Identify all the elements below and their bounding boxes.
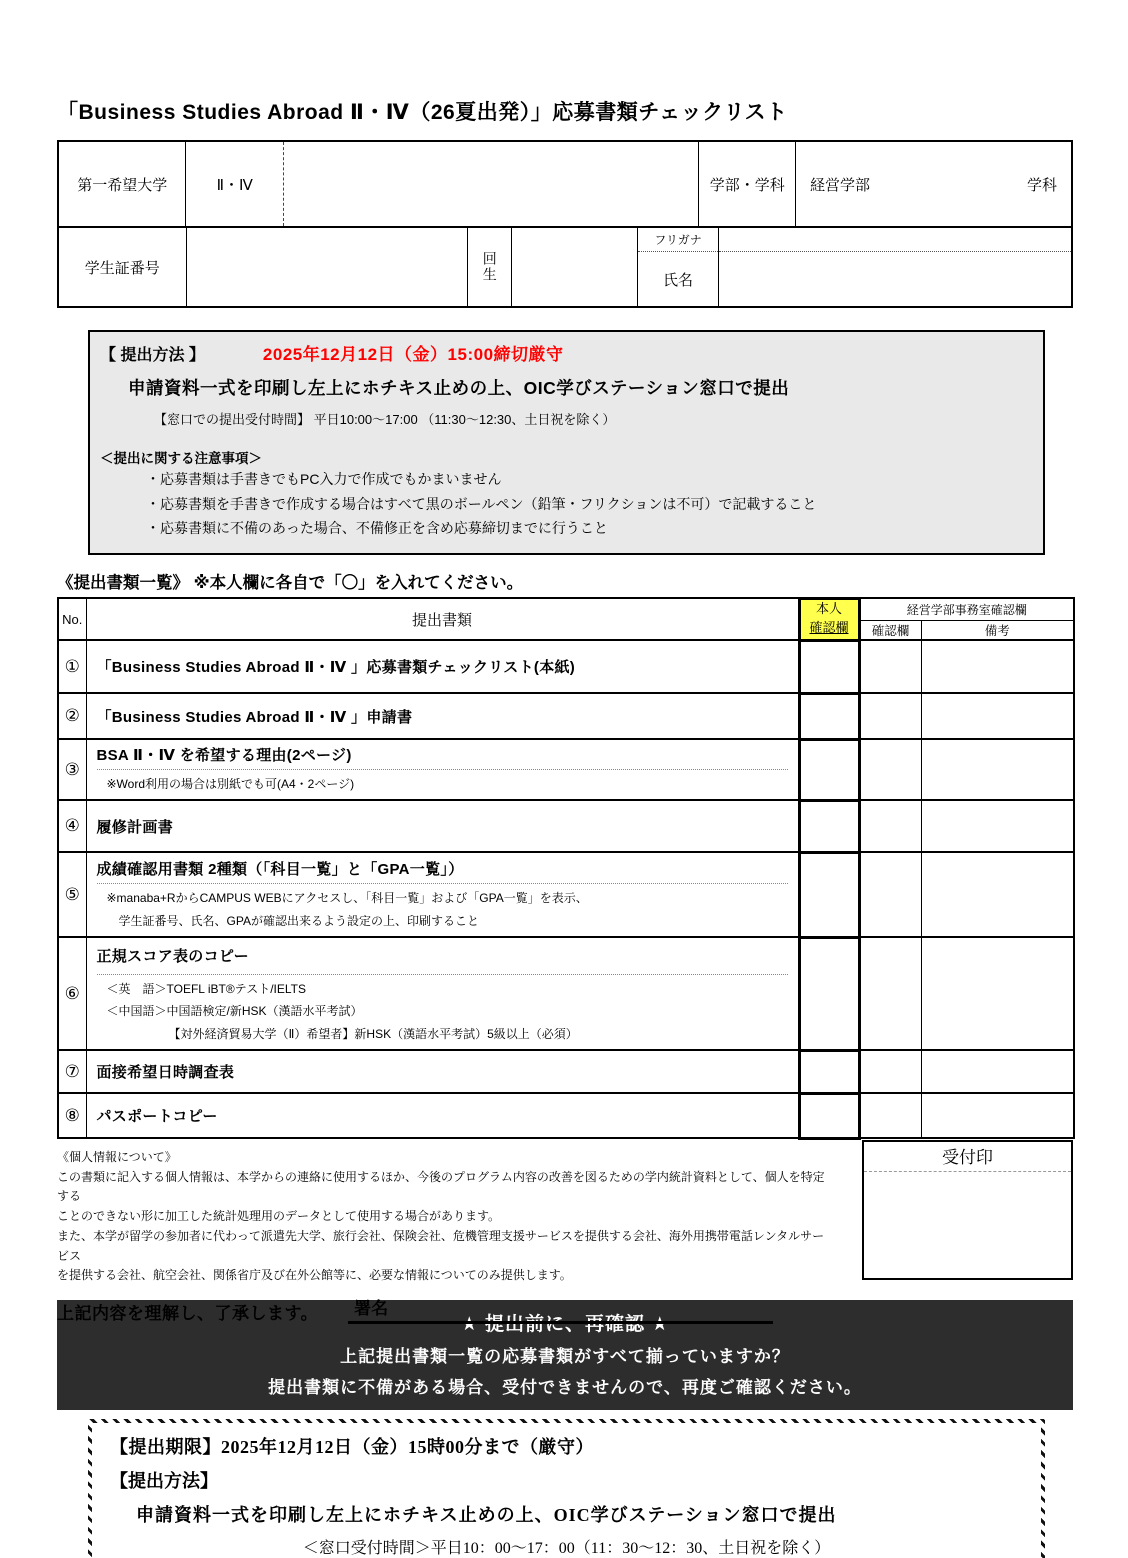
privacy-line: ことのできない形に加工した統計処理用のデータとして使用する場合があります。 bbox=[57, 1209, 501, 1224]
grade-label bbox=[468, 228, 512, 306]
document-note: ＜英 語＞TOEFL iBT®テスト/IELTS bbox=[106, 981, 306, 996]
remarks-cell bbox=[921, 852, 1074, 937]
banner-warning: 提出書類に不備がある場合、受付できませんので、再度ご確認ください。 bbox=[268, 1377, 862, 1397]
document-title: 「Business Studies Abroad Ⅱ・Ⅳ 」応募書類チェックリスト(本紙) bbox=[96, 659, 576, 676]
signature-field[interactable] bbox=[348, 1294, 773, 1324]
self-check-cell[interactable] bbox=[799, 852, 859, 937]
document-title: 正規スコア表のコピー bbox=[96, 948, 249, 966]
reception-stamp-label: 受付印 bbox=[864, 1142, 1071, 1172]
submission-notes-heading: ＜提出に関する注意事項＞ bbox=[100, 451, 262, 466]
submission-instruction: 申請資料一式を印刷し左上にホチキス止めの上、OIC学びステーション窓口で提出 bbox=[128, 378, 790, 398]
row-number: ⑥ bbox=[58, 937, 86, 1050]
document-notes bbox=[97, 974, 788, 1049]
document-title: BSA Ⅱ・Ⅳ を希望する理由(2ページ) bbox=[96, 747, 352, 765]
column-remarks: 備考 bbox=[921, 620, 1074, 640]
name-label-cell bbox=[638, 228, 720, 306]
self-check-label-line1: 本人 bbox=[815, 601, 842, 617]
deadline-text: 2025年12月12日（金）15:00締切厳守 bbox=[262, 345, 564, 364]
method-box-header bbox=[100, 340, 1033, 365]
document-title: 成績確認用書類 2種類（「科目一覧」と「GPA一覧」） bbox=[96, 860, 464, 878]
method-heading: 【 提出方法 】 bbox=[100, 347, 205, 364]
self-check-label-line2: 確認欄 bbox=[809, 620, 849, 635]
privacy-heading: 《個人情報について》 bbox=[57, 1149, 177, 1164]
document-cell bbox=[86, 739, 799, 800]
remarks-cell bbox=[921, 640, 1074, 693]
footer-deadline-content bbox=[92, 1423, 1041, 1558]
footer-method: 申請資料一式を印刷し左上にホチキス止めの上、OIC学びステーション窓口で提出 bbox=[136, 1504, 837, 1525]
checklist-table bbox=[57, 597, 1075, 1140]
university-name-field[interactable] bbox=[284, 142, 699, 226]
checklist-row-4 bbox=[58, 800, 1074, 852]
document-cell bbox=[86, 1093, 799, 1138]
column-no: No. bbox=[58, 598, 86, 640]
name-label: 氏名 bbox=[663, 271, 694, 289]
self-check-cell[interactable] bbox=[799, 937, 859, 1050]
checklist-row-6 bbox=[58, 937, 1074, 1050]
document-cell bbox=[86, 937, 799, 1050]
page-title: 「Business Studies Abroad Ⅱ・Ⅳ（26夏出発）」応募書類チェックリスト bbox=[57, 101, 788, 124]
remarks-cell bbox=[921, 937, 1074, 1050]
row-number: ⑦ bbox=[58, 1050, 86, 1093]
agreement-row bbox=[57, 1294, 1073, 1324]
row-number: ⑧ bbox=[58, 1093, 86, 1138]
row-number: ⑤ bbox=[58, 852, 86, 937]
banner-question: 上記提出書類一覧の応募書類がすべて揃っていますか？ bbox=[340, 1346, 790, 1366]
column-document: 提出書類 bbox=[86, 598, 799, 640]
document-cell bbox=[86, 640, 799, 693]
first-choice-university-label: 第一希望大学 bbox=[59, 142, 186, 226]
document-cell bbox=[86, 693, 799, 739]
office-check-cell bbox=[859, 640, 921, 693]
document-note: ※manaba+RからCAMPUS WEBにアクセスし、「科目一覧」および「GPA一覧」を表示、 bbox=[106, 891, 588, 906]
banner-title: ★ 提出前に、再確認 ★ bbox=[460, 1313, 670, 1335]
document-title: 面接希望日時調査表 bbox=[96, 1064, 235, 1081]
footer-method-heading: 【提出方法】 bbox=[110, 1470, 218, 1491]
office-check-cell bbox=[859, 693, 921, 739]
grade-label-text: 回生 bbox=[481, 251, 498, 283]
column-office-check: 確認欄 bbox=[859, 620, 921, 640]
program-level-value: Ⅱ・Ⅳ bbox=[186, 142, 284, 226]
document-cell bbox=[86, 852, 799, 937]
row-number: ③ bbox=[58, 739, 86, 800]
row-number: ② bbox=[58, 693, 86, 739]
remarks-cell bbox=[921, 800, 1074, 852]
submission-note: ・応募書類に不備のあった場合、不備修正を含め応募締切までに行うこと bbox=[146, 520, 608, 536]
submission-note: ・応募書類を手書きで作成する場合はすべて黒のボールペン（鉛筆・フリクションは不可）で記載すること bbox=[146, 495, 817, 512]
self-check-cell[interactable] bbox=[799, 1093, 859, 1138]
office-check-cell bbox=[859, 1093, 921, 1138]
document-title: 履修計画書 bbox=[96, 818, 174, 836]
checklist-row-5 bbox=[58, 852, 1074, 937]
signature-label: 署名 bbox=[354, 1299, 389, 1319]
name-value-cell bbox=[719, 228, 1071, 306]
column-office-group: 経営学部事務室確認欄 bbox=[859, 598, 1074, 620]
remarks-cell bbox=[921, 739, 1074, 800]
checklist-heading: 《提出書類一覧》 ※本人欄に各自で「〇」を入れてください。 bbox=[57, 573, 524, 592]
student-id-label: 学生証番号 bbox=[59, 228, 187, 306]
applicant-row-university bbox=[59, 142, 1071, 228]
remarks-cell bbox=[921, 693, 1074, 739]
window-hours: 【窓口での提出受付時間】 平日10:00～17:00 （11:30～12:30、土日祝を除く） bbox=[154, 412, 616, 427]
footer-deadline: 【提出期限】2025年12月12日（金）15時00分まで（厳守） bbox=[110, 1436, 594, 1457]
agreement-statement: 上記内容を理解し、了承します。 bbox=[57, 1304, 319, 1324]
applicant-row-student bbox=[59, 228, 1071, 306]
faculty-department-label: 学部・学科 bbox=[699, 142, 796, 226]
office-check-cell bbox=[859, 1050, 921, 1093]
privacy-line: また、本学が留学の参加者に代わって派遣先大学、旅行会社、保険会社、危機管理支援サービスを提供する会社、海外用携帯電話レンタルサービス bbox=[57, 1228, 825, 1263]
office-check-cell bbox=[859, 800, 921, 852]
privacy-line: この書類に記入する個人情報は、本学からの連絡に使用するほか、今後のプログラム内容の改善を図るための学内統計資料として、個人を特定する bbox=[57, 1169, 825, 1204]
document-cell bbox=[86, 1050, 799, 1093]
self-check-cell[interactable] bbox=[799, 640, 859, 693]
furigana-field[interactable] bbox=[719, 228, 1071, 252]
checklist-row-8 bbox=[58, 1093, 1074, 1138]
department-suffix-label: 学科 bbox=[1026, 176, 1057, 194]
checklist-row-3 bbox=[58, 739, 1074, 800]
self-check-cell[interactable] bbox=[799, 1050, 859, 1093]
office-check-cell bbox=[859, 852, 921, 937]
document-notes bbox=[97, 883, 788, 936]
footer-window-hours: ＜窓口受付時間＞平日10：00～17：00（11：30～12：30、土日祝を除く） bbox=[302, 1539, 831, 1557]
applicant-info-table bbox=[57, 140, 1073, 308]
row-number: ① bbox=[58, 640, 86, 693]
document-note: 【対外経済貿易大学（Ⅱ）希望者】新HSK（漢語水平考試）5級以上（必須） bbox=[168, 1027, 578, 1042]
document-cell bbox=[86, 800, 799, 852]
checklist-header-row-1 bbox=[58, 598, 1074, 620]
reception-stamp-box bbox=[862, 1140, 1073, 1280]
document-notes bbox=[97, 769, 788, 799]
footer-deadline-box bbox=[88, 1419, 1045, 1558]
office-check-cell bbox=[859, 937, 921, 1050]
office-check-cell bbox=[859, 739, 921, 800]
faculty-value: 経営学部 bbox=[810, 176, 871, 194]
self-check-cell[interactable] bbox=[799, 800, 859, 852]
student-id-field[interactable] bbox=[187, 228, 469, 306]
checklist-row-2 bbox=[58, 693, 1074, 739]
name-field[interactable] bbox=[719, 252, 1071, 306]
furigana-label: フリガナ bbox=[638, 228, 719, 252]
remarks-cell bbox=[921, 1093, 1074, 1138]
document-note: ※Word利用の場合は別紙でも可(A4・2ページ) bbox=[106, 777, 355, 792]
document-title: 「Business Studies Abroad Ⅱ・Ⅳ 」申請書 bbox=[96, 708, 413, 726]
grade-field[interactable] bbox=[512, 228, 638, 306]
column-self-check bbox=[799, 598, 859, 640]
checklist-row-1 bbox=[58, 640, 1074, 693]
document-note: 学生証番号、氏名、GPAが確認出来るよう設定の上、印刷すること bbox=[118, 914, 479, 929]
submission-note: ・応募書類は手書きでもPC入力で作成でもかまいません bbox=[146, 471, 502, 487]
remarks-cell bbox=[921, 1050, 1074, 1093]
checklist-row-7 bbox=[58, 1050, 1074, 1093]
row-number: ④ bbox=[58, 800, 86, 852]
privacy-notice bbox=[57, 1142, 832, 1287]
document-title: パスポートコピー bbox=[96, 1108, 218, 1125]
self-check-cell[interactable] bbox=[799, 693, 859, 739]
privacy-line: を提供する会社、航空会社、関係省庁及び在外公館等に、必要な情報についてのみ提供します。 bbox=[57, 1268, 572, 1283]
document-note: ＜中国語＞中国語検定/新HSK（漢語水平考試） bbox=[106, 1004, 363, 1019]
self-check-cell[interactable] bbox=[799, 739, 859, 800]
faculty-cell bbox=[796, 142, 1071, 226]
submission-method-box bbox=[88, 330, 1045, 555]
